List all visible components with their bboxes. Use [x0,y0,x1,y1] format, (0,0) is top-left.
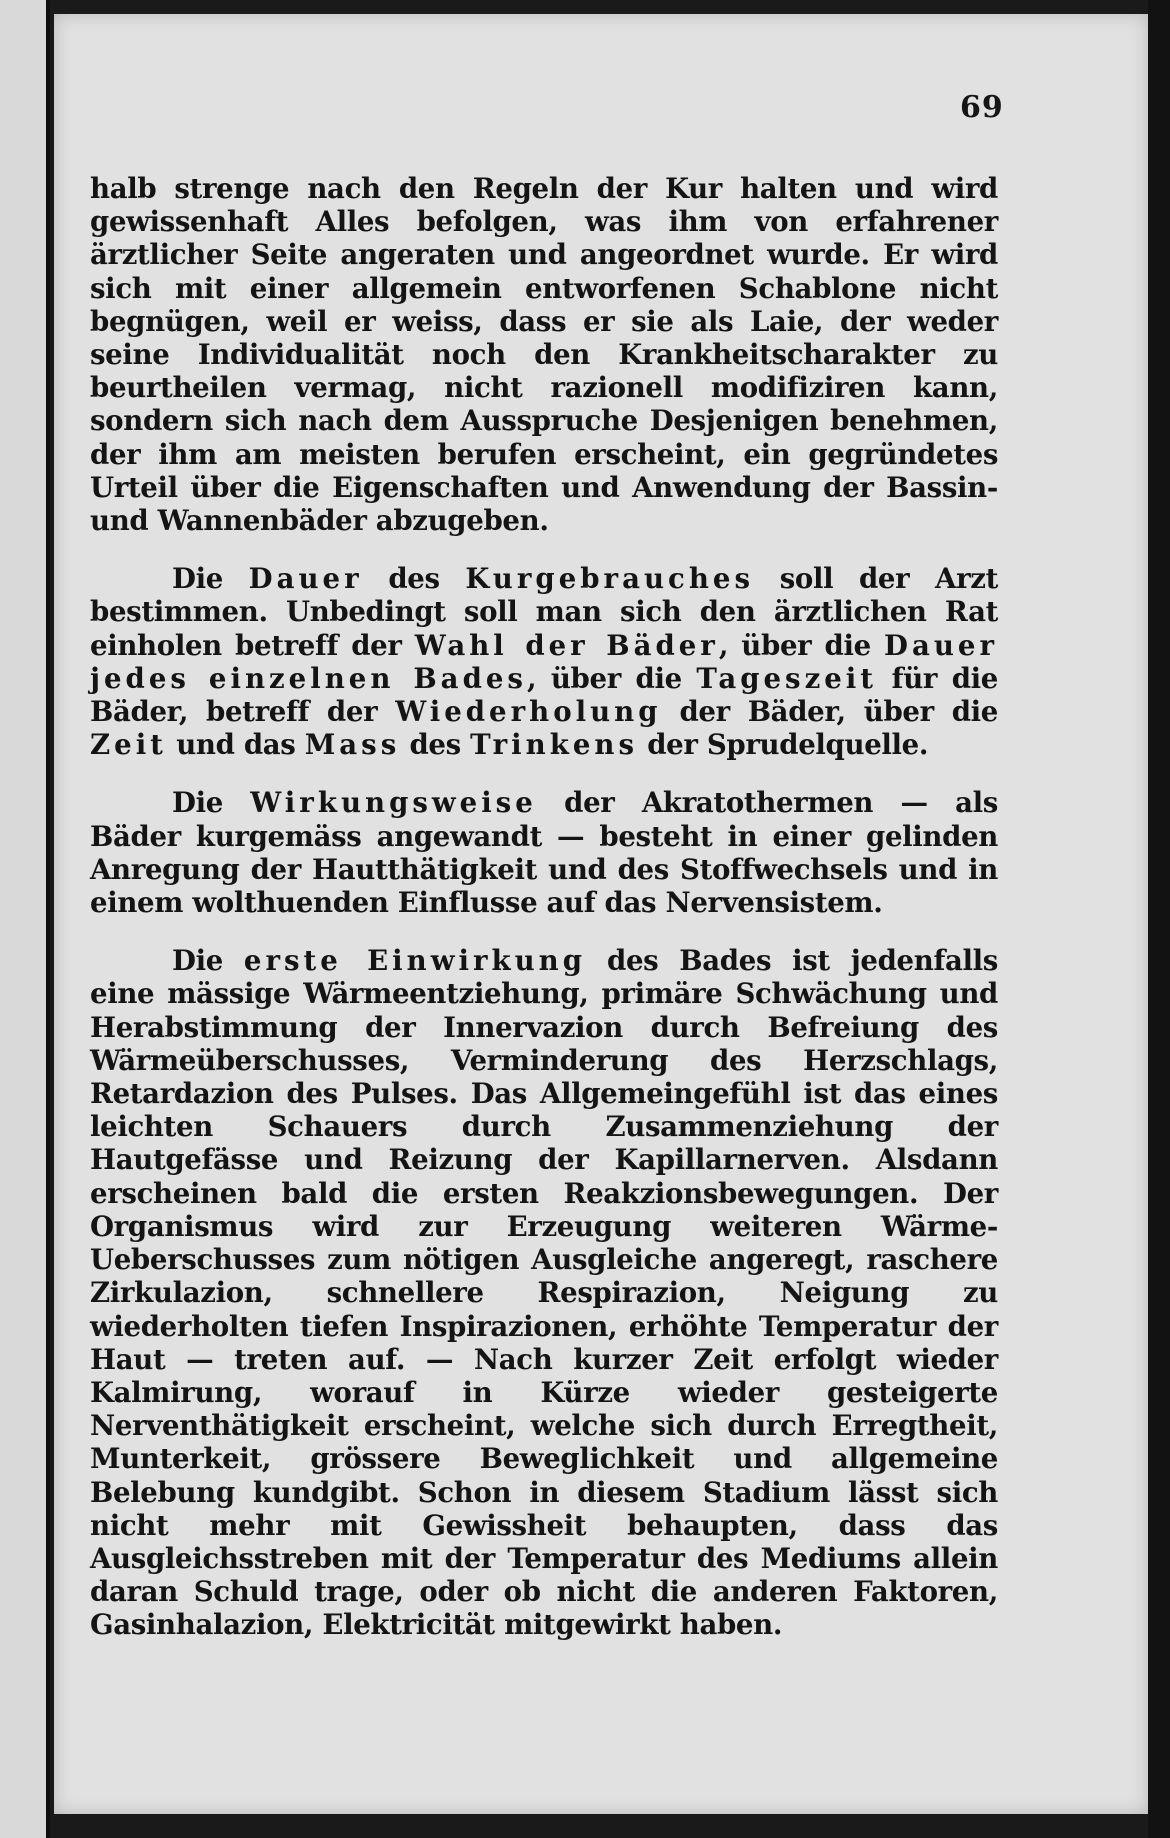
book-page [54,14,1148,1814]
spaced-emphasis: Tageszeit [696,661,878,695]
text-run: Die [172,562,249,596]
spaced-emphasis: Wahl der Bäder [414,628,719,662]
spaced-emphasis: Mass [304,728,401,762]
spaced-emphasis: erste Einwirkung [243,944,587,978]
spaced-emphasis: Zeit [90,728,167,762]
text-run: der Bäder, über die [661,695,998,729]
scan-border-right [1148,0,1170,1838]
spaced-emphasis: Dauer [248,562,363,596]
text-run: soll der Arzt bestimmen. Unbedingt soll man sich den ärztlichen Rat einholen betreff der [90,562,998,662]
text-run: des [400,728,471,762]
paragraph-gap [90,537,998,562]
adjacent-page-edge [0,0,50,1838]
text-run: , über die [718,628,885,662]
paragraph-gap [90,761,998,786]
paragraph-4 [90,944,998,1641]
page-number: 69 [960,90,1004,125]
text-run: des [362,562,466,596]
text-run: halb strenge nach den Regeln der Kur halten und wird gewissenhaft Alles befolgen, was ihm von erfahrener ärztlicher Seite angeraten und angeordnet wurde. Er wird sich mit einer allgemein entworfenen Schablone nicht begnügen, weil er weiss, dass er sie als Laie, der weder seine Individualität noch den Krankheitscharakter zu beurtheilen vermag, nicht razionell modifiziren kann, sondern sich nach dem Ausspruche Desjenigen benehmen, der ihm am meisten berufen erscheint, ein gegründetes Urteil über die Eigenschaften und Anwendung der Bassin- und Wannenbäder abzugeben. [90,172,998,538]
text-run: der Akratothermen — als Bäder kurgemäss angewandt — besteht in einer gelinden Anregung der Hautthätigkeit und des Stoffwechsels und in einem wolthuenden Einflusse auf das Nervensistem. [90,786,998,920]
paragraph-gap [90,919,998,944]
text-run: des Bades ist jedenfalls eine mässige Wärmeentziehung, primäre Schwächung und Herabstimmung der Innervazion durch Befreiung des Wärmeüberschusses, Verminderung des Herzschlags, Retardazion des Pulses. Das Allgemeingefühl ist das eines leichten Schauers durch Zusammenziehung der Hautgefässe und Reizung der Kapillarnerven. Alsdann erscheinen bald die ersten Reakzionsbewegungen. Der Organismus wird zur Erzeugung weiteren Wärme-Ueberschusses zum nötigen Ausgleiche angeregt, raschere Zirkulazion, schnellere Respirazion, Neigung zu wiederholten tiefen Inspirazionen, erhöhte Temperatur der Haut — treten auf. — Nach kurzer Zeit erfolgt wieder Kalmirung, worauf in Kürze wieder gesteigerte Nerventhätigkeit erscheint, welche sich durch Erregtheit, Munterkeit, grössere Beweglichkeit und allgemeine Belebung kundgibt. Schon in diesem Stadium lässt sich nicht mehr mit Gewissheit behaupten, dass das Ausgleichsstreben mit der Temperatur des Mediums allein daran Schuld trage, oder ob nicht die anderen Faktoren, Gasinhalazion, Elektricität mitgewirkt haben. [90,944,998,1642]
text-run: Die [172,786,251,820]
spaced-emphasis: Wiederholung [395,695,662,729]
body-text [90,172,998,1642]
spaced-emphasis: Wirkungsweise [250,786,537,820]
paragraph-1 [90,172,998,537]
text-run: , über die [526,661,697,695]
text-run: der Sprudelquelle. [637,728,929,762]
spaced-emphasis: Kurgebrauches [465,562,754,596]
spaced-emphasis: Dauer jedes einzelnen Bades [90,628,998,695]
text-run: für die Bäder, betreff der [90,661,998,729]
paragraph-2 [90,562,998,761]
paragraph-3 [90,786,998,919]
text-run: und das [166,728,305,762]
text-run: Die [172,944,244,978]
spaced-emphasis: Trinkens [470,728,638,762]
